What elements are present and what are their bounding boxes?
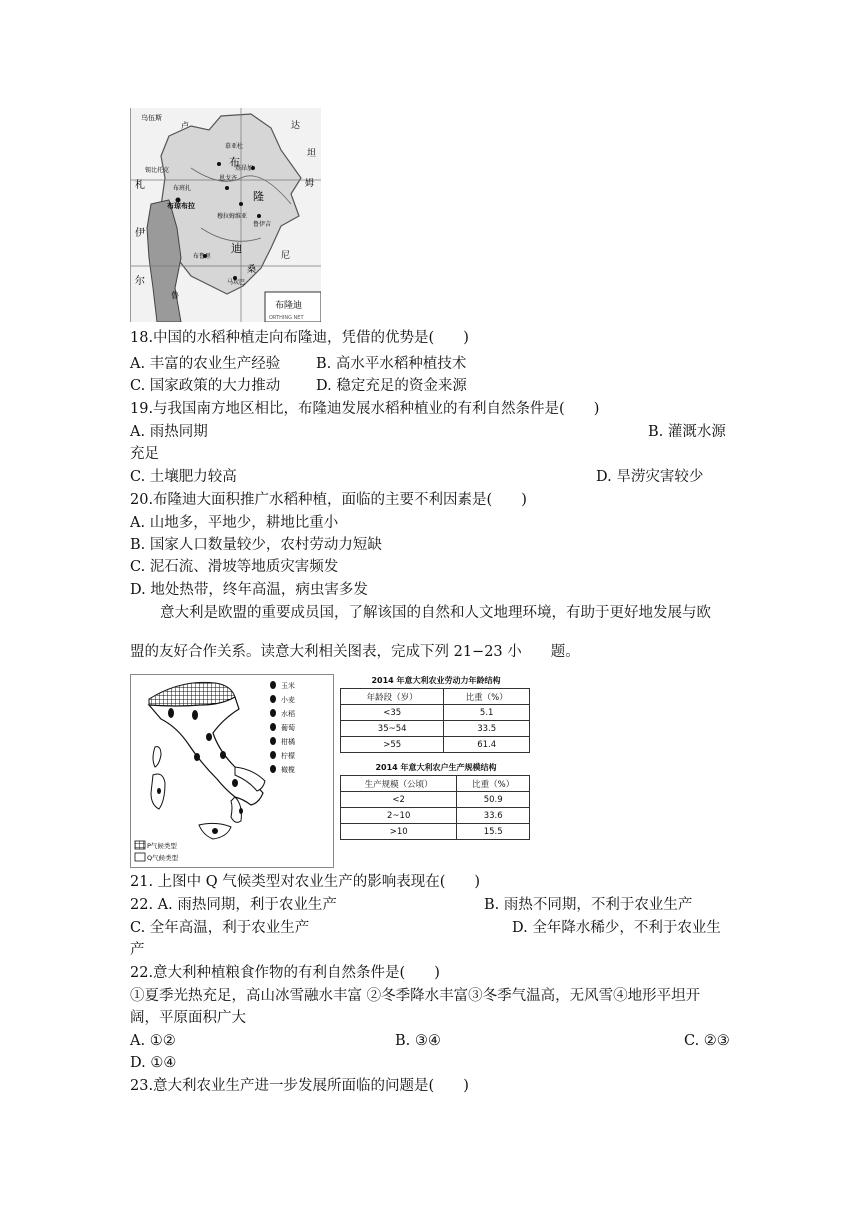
map1-label: 鲁 (171, 291, 179, 300)
map1-label: 卢 (181, 121, 189, 130)
q21-option-d: D. 全年降水稀少，不利于农业生 (512, 920, 721, 936)
italy-map (130, 674, 334, 868)
q21-option-d-cont: 产 (130, 942, 145, 958)
q18-option-a: A. 丰富的农业生产经验 (130, 356, 281, 372)
table-row (341, 705, 530, 721)
table-cell: 50.9 (457, 792, 530, 808)
map1-label: 迪 (231, 242, 242, 255)
legend-climate-p: P气候类型 (147, 842, 177, 850)
q22-stem: 22.意大利种植粮食作物的有利自然条件是( ) (130, 965, 440, 981)
table-row (341, 808, 530, 824)
q21-option-a: 22. A. 雨热同期，利于农业生产 (130, 897, 337, 913)
map1-label: 鲁伊吉 (253, 221, 272, 228)
table-cell: 33.5 (444, 721, 530, 737)
map1-title: 布隆迪 (275, 301, 303, 311)
q21-option-b: B. 雨热不同期，不利于农业生产 (484, 897, 693, 913)
table-header-row (341, 776, 530, 792)
table-cell: <35 (341, 705, 444, 721)
table-cell: 15.5 (457, 824, 530, 840)
age-structure-table (340, 688, 530, 753)
map1-label: 伊 (135, 228, 145, 239)
map1-label: 隆 (253, 190, 264, 203)
table1-title: 2014 年意大利农业劳动力年龄结构 (371, 676, 501, 685)
map1-label: 马坎巴 (227, 279, 246, 286)
legend-wheat: 小麦 (281, 696, 295, 704)
q20-stem: 20.布隆迪大面积推广水稻种植，面临的主要不利因素是( ) (130, 492, 527, 508)
map1-label: 札 (135, 180, 145, 191)
q20-option-b: B. 国家人口数量较少，农村劳动力短缺 (130, 537, 382, 553)
table-row (341, 737, 530, 753)
table-cell: 5.1 (444, 705, 530, 721)
table-cell: 35~54 (341, 721, 444, 737)
map1-label: 布班扎 (173, 185, 192, 192)
q22-statements-line2: 阔，平原面积广大 (130, 1010, 246, 1026)
legend-citrus: 柑橘 (281, 738, 295, 746)
q22-option-d: D. ①④ (130, 1055, 177, 1071)
q19-option-b-cont: 充足 (130, 446, 159, 462)
map1-label: 尔 (135, 276, 145, 287)
q18-option-c: C. 国家政策的大力推动 (130, 378, 281, 394)
table-cell: >10 (341, 824, 457, 840)
q19-option-a: A. 雨热同期 (130, 424, 208, 440)
legend-climate-q: Q气候类型 (147, 854, 179, 862)
table-cell: 33.6 (457, 808, 530, 824)
legend-maize: 玉米 (281, 682, 295, 690)
map1-label: 尼 (281, 251, 291, 261)
q19-option-b: B. 灌溉水源 (648, 424, 726, 440)
table-header-cell: 比重（%） (444, 689, 530, 705)
map1-label: 布鲁里 (193, 253, 212, 260)
q19-stem: 19.与我国南方地区相比，布隆迪发展水稻种植业的有利自然条件是( ) (130, 401, 600, 417)
table-header-cell: 生产规模（公顷） (341, 776, 457, 792)
map1-watermark: ORTHING NET (269, 315, 304, 321)
italy-intro-line2: 盟的友好合作关系。读意大利相关图表，完成下列 21−23 小 题。 (130, 644, 580, 660)
q20-option-a: A. 山地多，平地少，耕地比重小 (130, 515, 339, 531)
legend-olive: 橄榄 (281, 766, 295, 774)
map1-label: 布 (229, 156, 240, 169)
legend-grape: 葡萄 (281, 724, 295, 732)
q19-option-d: D. 旱涝灾害较少 (596, 469, 704, 485)
table-cell: >55 (341, 737, 444, 753)
q21-stem: 21. 上图中 Q 气候类型对农业生产的影响表现在( ) (130, 874, 481, 890)
map1-label: 布琼布拉 (167, 202, 195, 210)
map1-label: 慕亚杜 (225, 143, 244, 150)
table-header-row (341, 689, 530, 705)
table-header-cell: 年龄段（岁） (341, 689, 444, 705)
table-row (341, 792, 530, 808)
q18-option-b: B. 高水平水稻种植技术 (316, 356, 467, 372)
legend-lemon: 柠檬 (281, 752, 295, 760)
q22-option-a: A. ①② (130, 1033, 176, 1049)
table-cell: <2 (341, 792, 457, 808)
burundi-map-drawing (131, 108, 321, 322)
table2-title: 2014 年意大利农户生产规模结构 (375, 763, 497, 772)
map1-label: 基昂加 (235, 165, 254, 172)
map1-label: 姆 (305, 179, 315, 189)
q18-option-d: D. 稳定充足的资金来源 (316, 378, 467, 394)
map1-label: 锡比托克 (145, 167, 170, 174)
map1-label: 桑 (247, 265, 257, 275)
map1-label: 恩戈齐 (219, 175, 238, 182)
map1-label: 达 (291, 121, 301, 131)
map1-label: 坦 (307, 149, 317, 159)
q23-stem: 23.意大利农业生产进一步发展所面临的问题是( ) (130, 1078, 469, 1094)
q21-option-c: C. 全年高温，利于农业生产 (130, 920, 310, 936)
q20-option-c: C. 泥石流、滑坡等地质灾害频发 (130, 559, 339, 575)
farm-scale-table (340, 775, 530, 840)
table-cell: 61.4 (444, 737, 530, 753)
q22-option-b: B. ③④ (395, 1033, 441, 1049)
q18-stem: 18.中国的水稻种植走向布隆迪，凭借的优势是( ) (130, 330, 469, 346)
table-cell: 2~10 (341, 808, 457, 824)
legend-rice: 水稻 (281, 710, 295, 718)
table-header-cell: 比重（%） (457, 776, 530, 792)
table-row (341, 824, 530, 840)
burundi-map (130, 108, 321, 322)
table-row (341, 721, 530, 737)
map1-label: 穆拉姆维亚 (217, 213, 248, 220)
map1-label: 乌伍斯 (141, 114, 162, 122)
italy-intro-line1: 意大利是欧盟的重要成员国，了解该国的自然和人文地理环境，有助于更好地发展与欧 (160, 605, 711, 621)
q22-statements-line1: ①夏季光热充足，高山冰雪融水丰富 ②冬季降水丰富③冬季气温高，无风雪④地形平坦开 (130, 988, 701, 1004)
italy-map-drawing (131, 675, 333, 867)
q19-option-c: C. 土壤肥力较高 (130, 469, 237, 485)
q22-option-c: C. ②③ (684, 1033, 730, 1049)
italy-tables (340, 674, 532, 854)
q20-option-d: D. 地处热带，终年高温，病虫害多发 (130, 582, 368, 598)
